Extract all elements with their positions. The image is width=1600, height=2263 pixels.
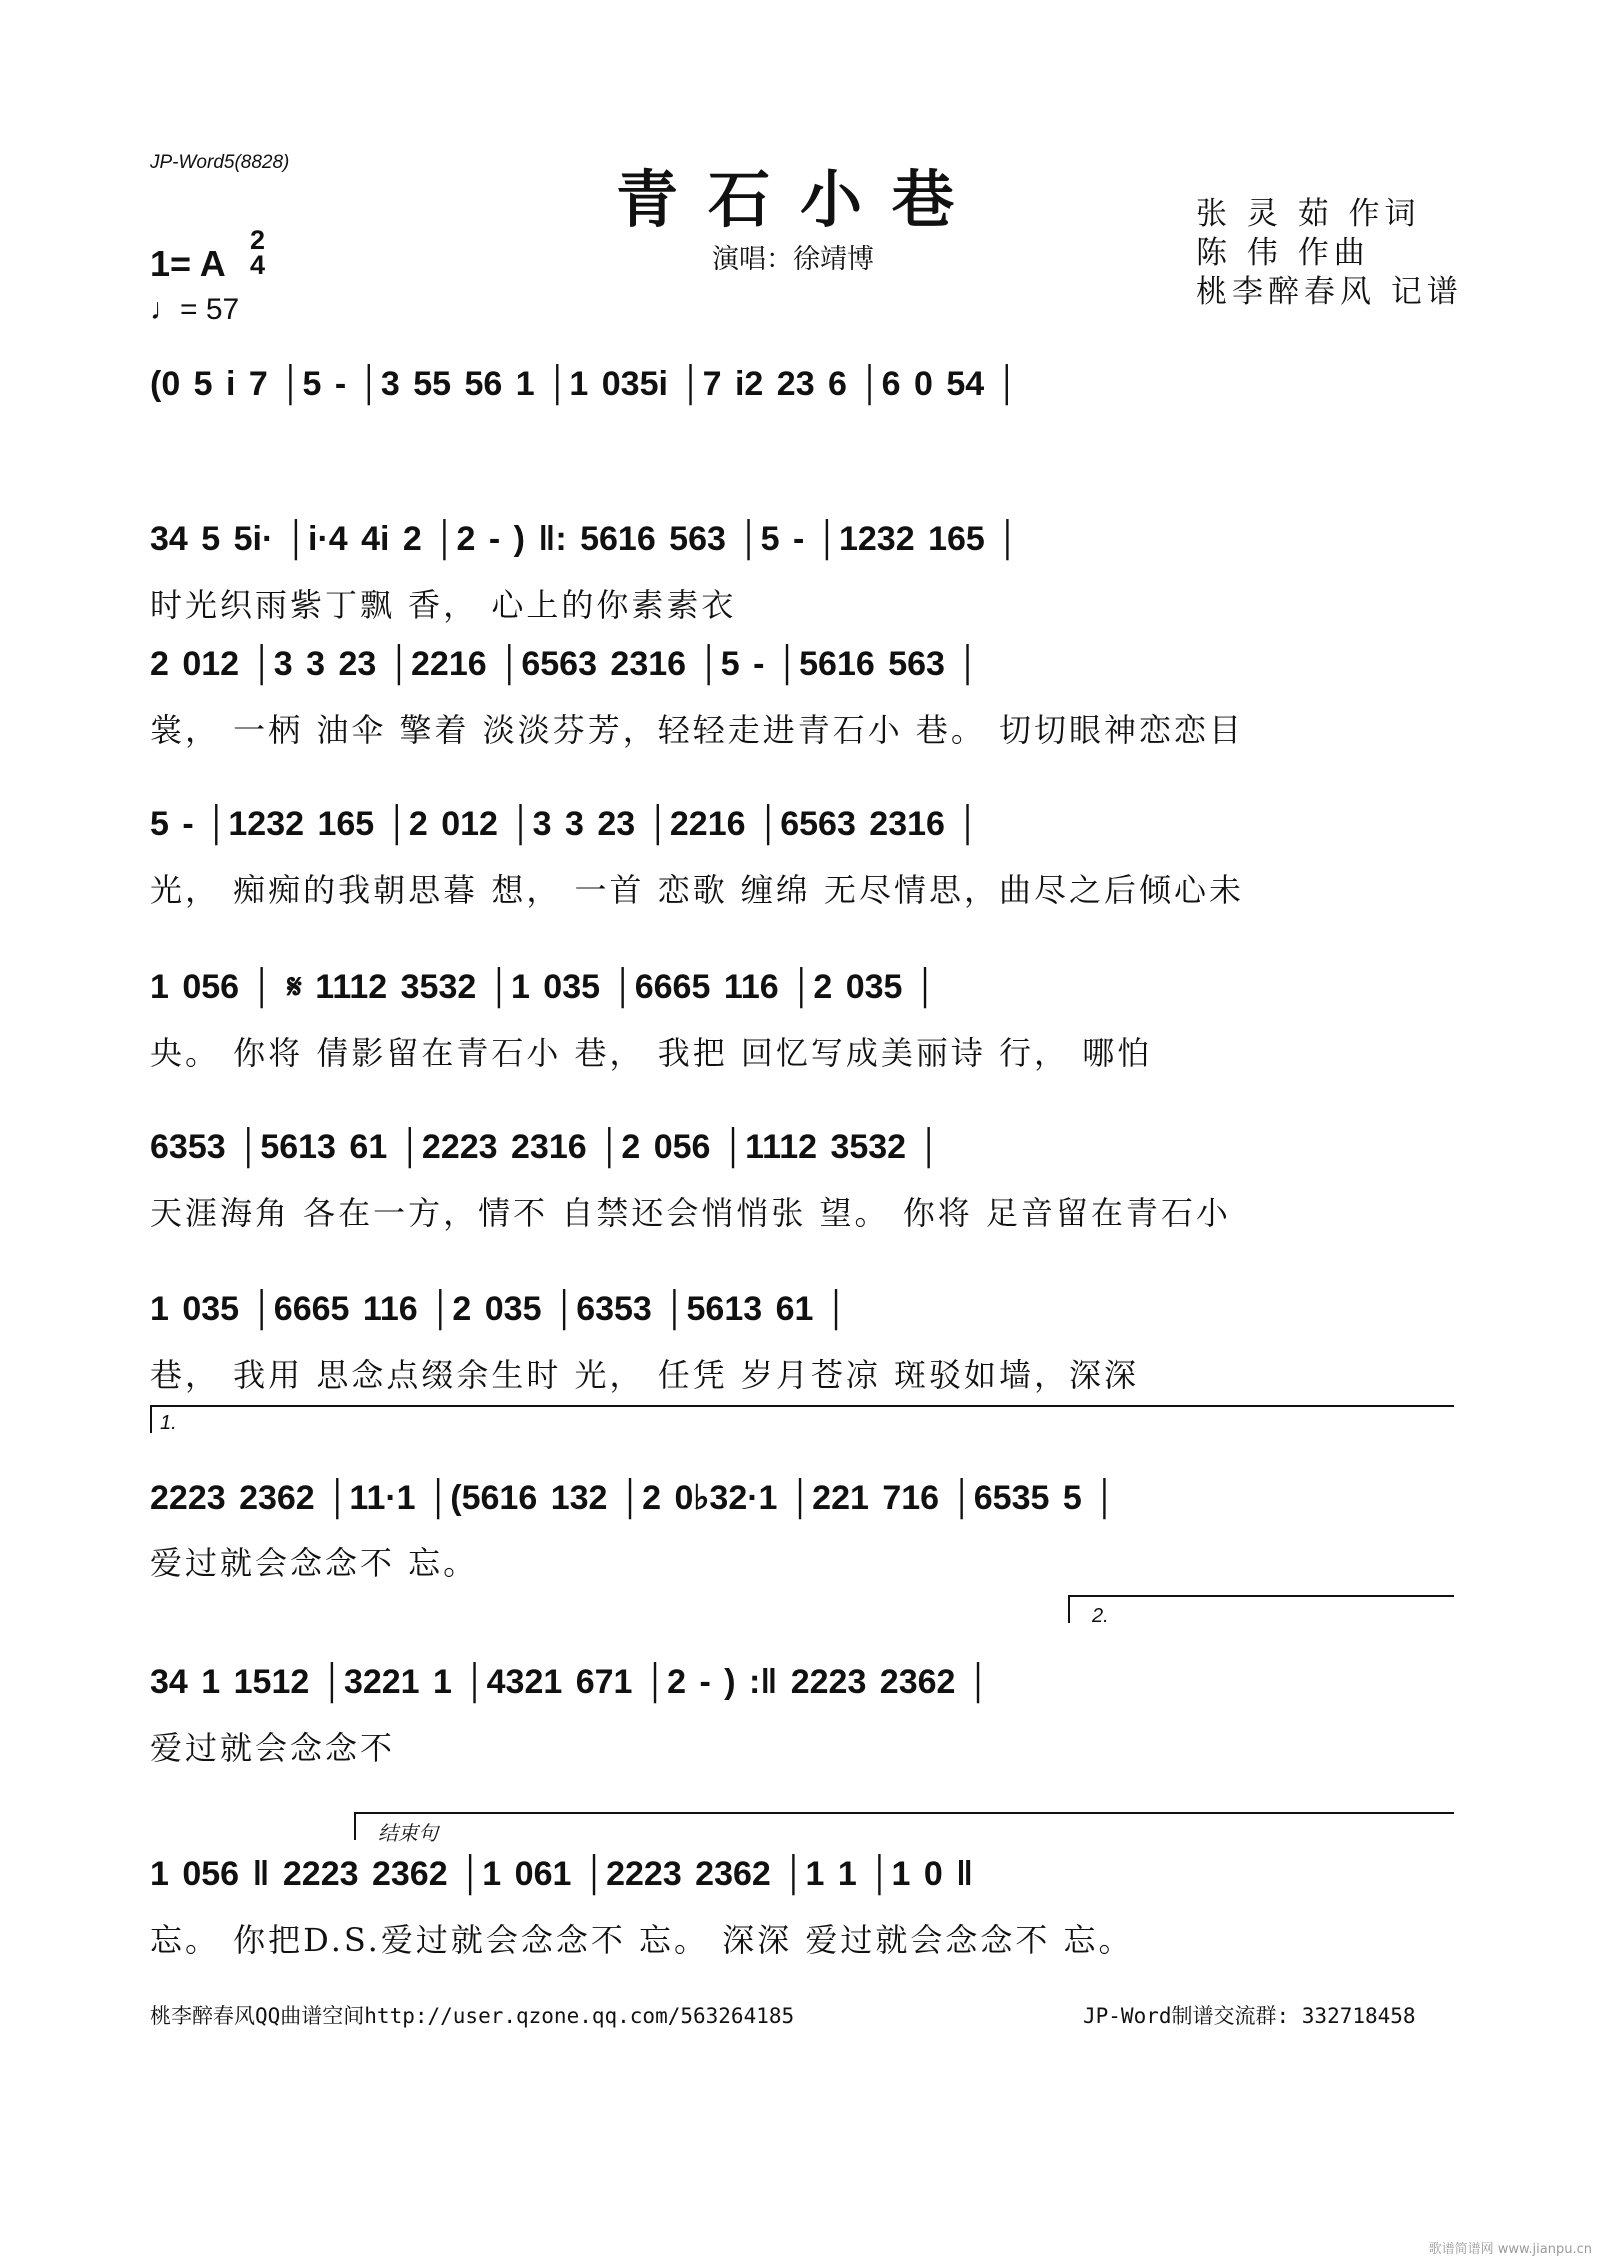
singer: 演唱：徐靖博	[712, 244, 874, 275]
second-ending-bracket	[1068, 1595, 1454, 1623]
site-watermark: 歌谱简谱网 www.jianpu.cn	[1428, 2242, 1592, 2257]
lyrics-line: 爱过就会念念不	[150, 1729, 396, 1767]
lyrics-line: 忘。 你把D.S.爱过就会念念不 忘。 深深 爱过就会念念不 忘。	[150, 1921, 1134, 1959]
composer: 陈 伟 作曲	[1196, 235, 1370, 271]
coda-bracket	[354, 1812, 1454, 1840]
notes-line: 1 035 │6665 116 │2 035 │6353 │5613 61 │	[150, 1290, 849, 1328]
lyrics-line: 裳， 一柄 油伞 擎着 淡淡芬芳，轻轻走进青石小 巷。 切切眼神恋恋目	[150, 711, 1245, 749]
lyrics-line: 爱过就会念念不 忘。	[150, 1544, 479, 1582]
lyrics-line: 光， 痴痴的我朝思暮 想， 一首 恋歌 缠绵 无尽情思，曲尽之后倾心未	[150, 871, 1245, 909]
first-ending-bracket	[150, 1405, 1454, 1433]
footer-group-info: JP-Word制谱交流群: 332718458	[1083, 2004, 1416, 2028]
lyrics-line: 巷， 我用 思念点缀余生时 光， 任凭 岁月苍凉 斑驳如墙，深深	[150, 1356, 1140, 1394]
lyrics-line: 时光织雨紫丁飘 香， 心上的你素素衣	[150, 586, 737, 624]
second-ending-label: 2.	[1092, 1605, 1109, 1627]
notes-line: 34 5 5i· │i·4 4i 2 │2 - ) ‖: 5616 563 │5 - │1232 165 │	[150, 520, 1020, 558]
time-signature-top: 2	[250, 225, 266, 255]
coda-label: 结束句	[378, 1823, 438, 1845]
notes-line: (0 5 i 7 │5 - │3 55 56 1 │1 035i │7 i2 23 6 │6 0 54 │	[150, 365, 1019, 403]
lyrics-line: 天涯海角 各在一方，情不 自禁还会悄悄张 望。 你将 足音留在青石小	[150, 1194, 1231, 1232]
transcriber: 桃李醉春风 记谱	[1196, 274, 1463, 310]
key-signature: 1= A	[150, 243, 226, 284]
notes-line: 1 056 │ 𝄋 1112 3532 │1 035 │6665 116 │2 035 │	[150, 968, 938, 1006]
notes-line: 34 1 1512 │3221 1 │4321 671 │2 - ) :‖ 2223 2362 │	[150, 1663, 991, 1701]
notes-line: 5 - │1232 165 │2 012 │3 3 23 │2216 │6563 2316 │	[150, 805, 980, 843]
lyricist: 张 灵 茹 作词	[1196, 196, 1421, 232]
notes-line: 6353 │5613 61 │2223 2316 │2 056 │1112 3532 │	[150, 1128, 941, 1166]
footer-qzone-link[interactable]: 桃李醉春风QQ曲谱空间http://user.qzone.qq.com/563264185	[150, 2004, 795, 2028]
lyrics-line: 央。 你将 倩影留在青石小 巷， 我把 回忆写成美丽诗 行， 哪怕	[150, 1034, 1153, 1072]
credits	[1196, 195, 1463, 312]
time-signature-bottom: 4	[250, 250, 266, 280]
notes-line: 2223 2362 │11·1 │(5616 132 │2 0♭32·1 │221 716 │6535 5 │	[150, 1479, 1117, 1517]
time-signature	[250, 225, 266, 280]
software-label: JP-Word5(8828)	[150, 152, 290, 173]
song-title: 青石小巷	[615, 163, 984, 236]
notes-line: 1 056 ‖ 2223 2362 │1 061 │2223 2362 │1 1 │1 0 ‖	[150, 1855, 974, 1893]
first-ending-label: 1.	[160, 1412, 177, 1434]
tempo-mark: ♩= 57	[150, 293, 240, 326]
notes-line: 2 012 │3 3 23 │2216 │6563 2316 │5 - │5616 563 │	[150, 645, 980, 683]
